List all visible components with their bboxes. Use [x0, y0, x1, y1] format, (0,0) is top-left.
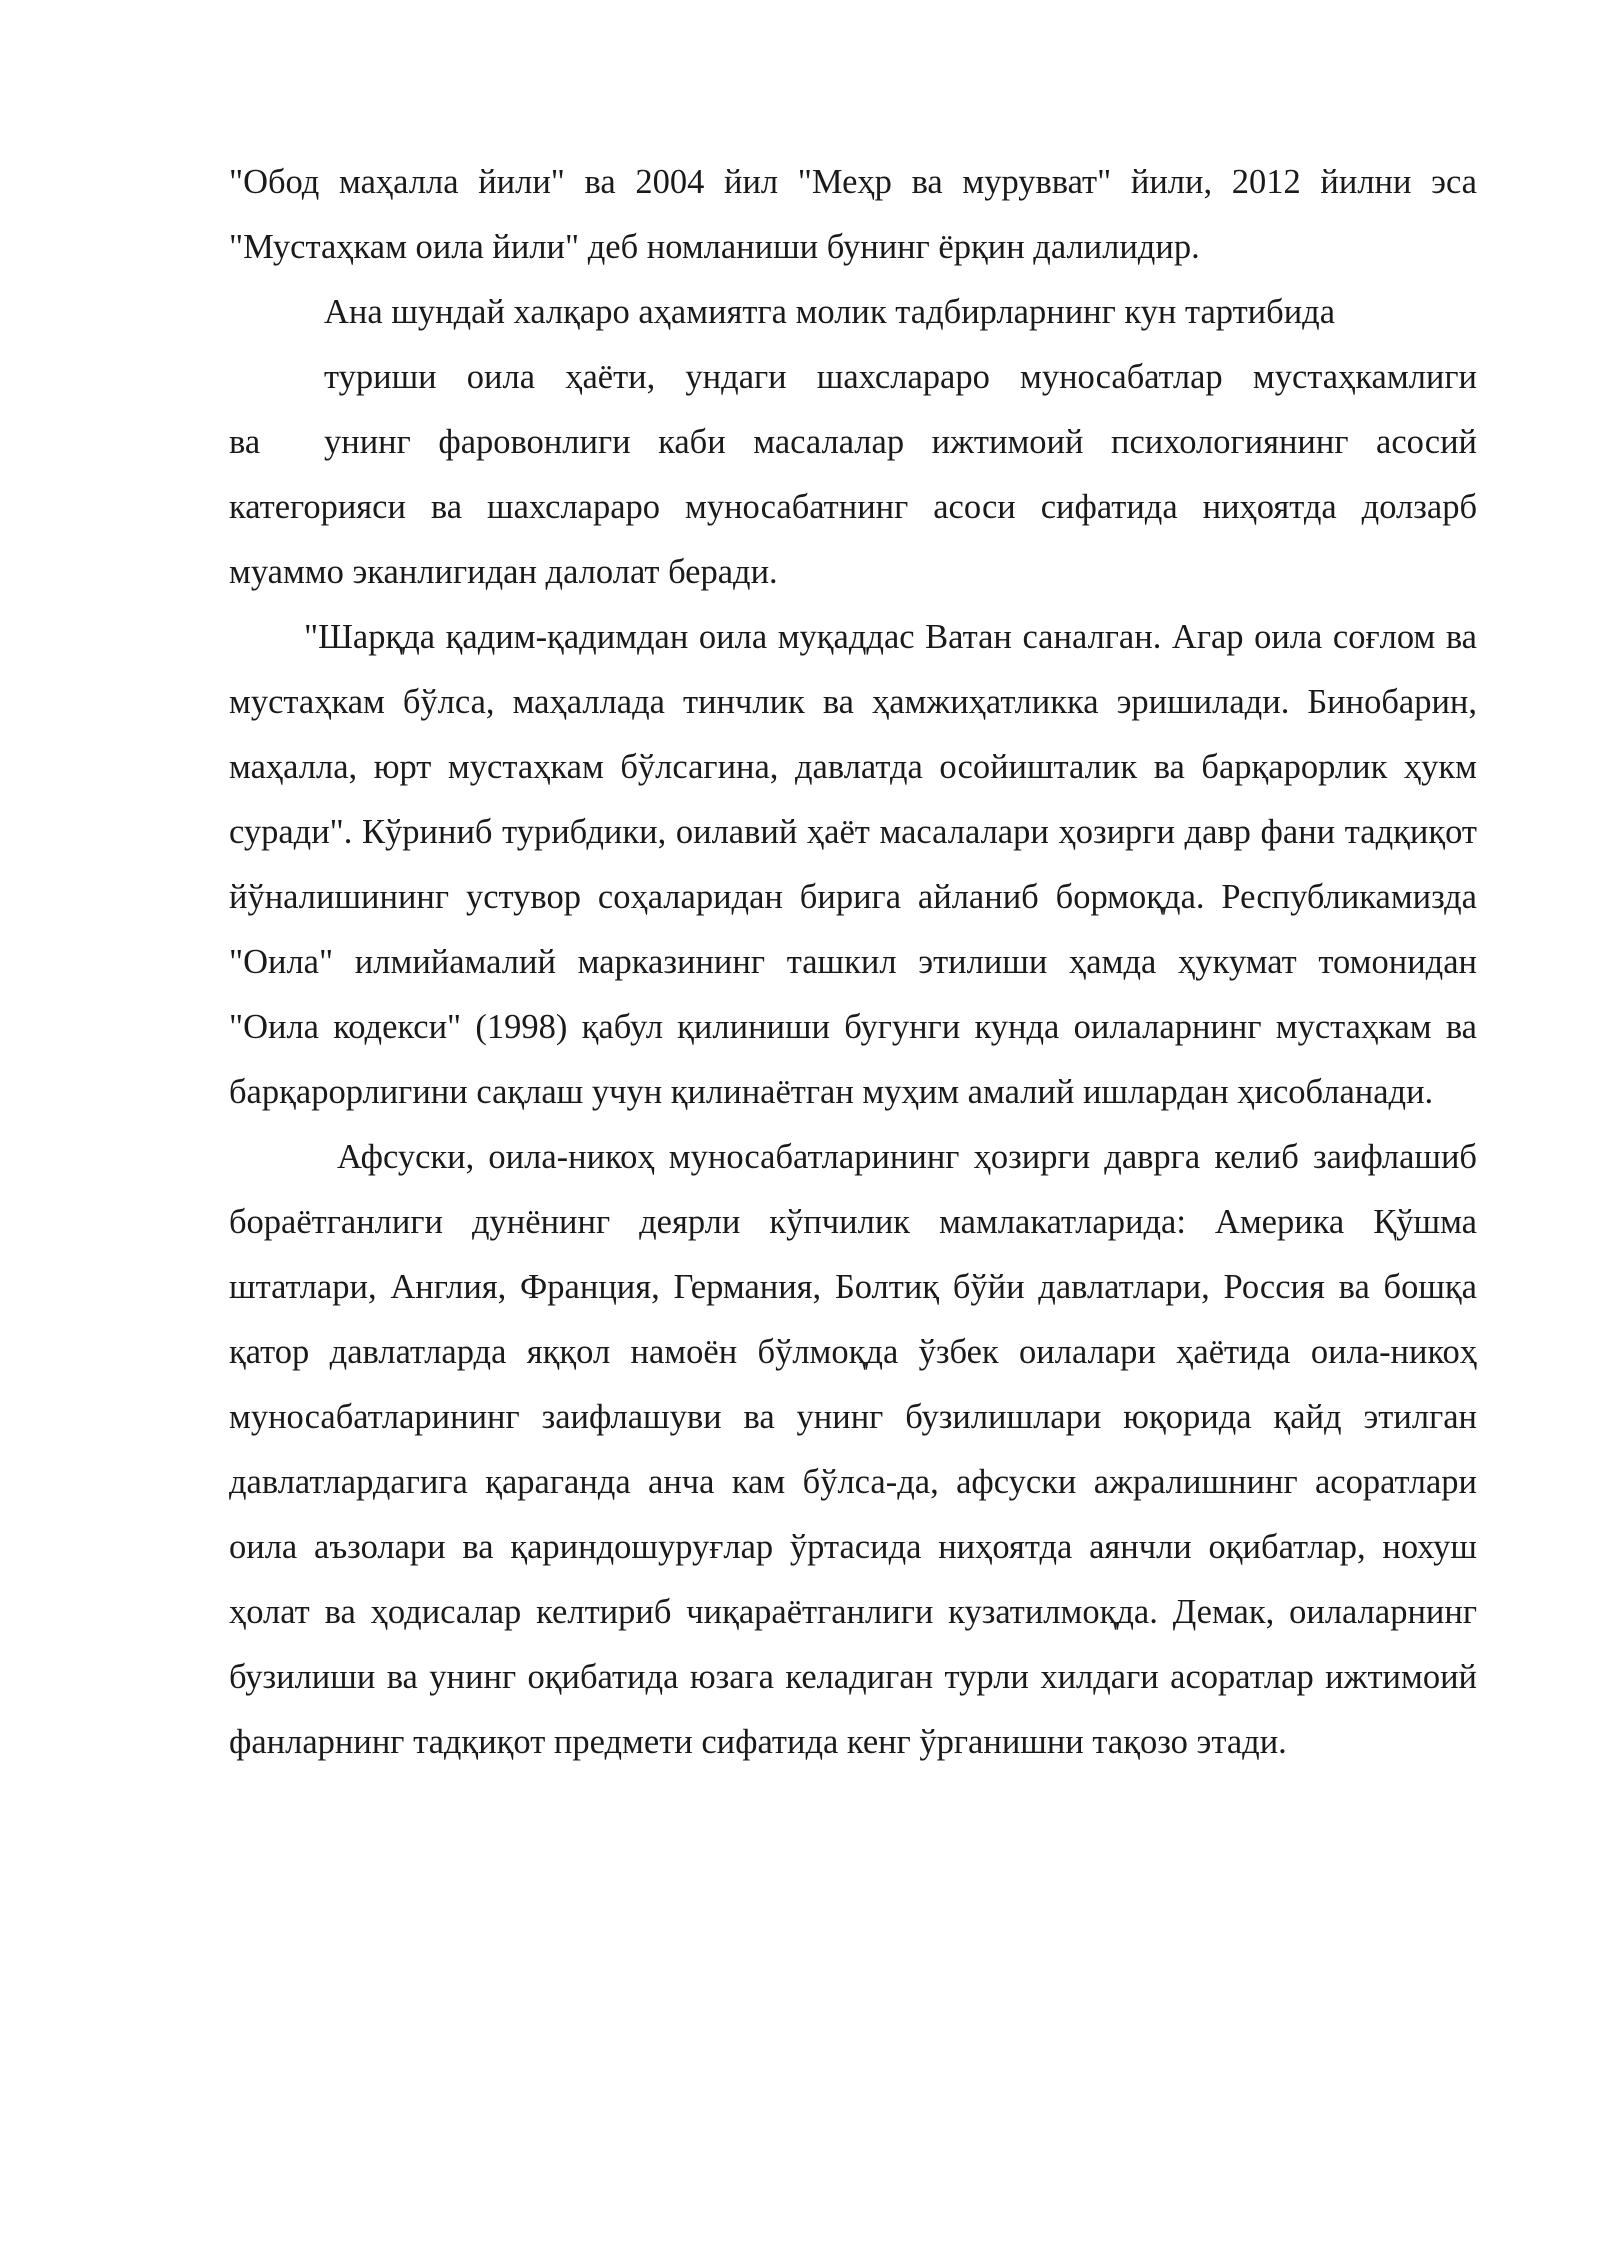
document-body	[229, 150, 1477, 1775]
paragraph-2-line-4: категорияси ва шахслараро муносабатнинг асоси сифатида ниҳоятда долзарб	[229, 488, 1477, 526]
paragraph-3: "Шарқда қадим-қадимдан оила муқаддас Ватан саналган. Агар оила соғлом ва мустаҳкам бўлса, маҳаллада тинчлик ва ҳамжиҳатликка эришилади. Бинобарин, маҳалла, юрт мустаҳкам бўлсагина, давлатда осойишталик ва барқарорлик ҳукм суради". Кўриниб турибдики, оилавий ҳаёт масалалари ҳозирги давр фани тадқиқот йўналишининг устувор соҳаларидан бирига айланиб бормоқда. Республикамизда "Оила" илмийамалий марказининг ташкил этилиши ҳамда ҳукумат томонидан "Оила кодекси" (1998) қабул қилиниши бугунги кунда оилаларнинг мустаҳкам ва барқарорлигини сақлаш учун қилинаётган муҳим амалий ишлардан ҳисобланади.	[229, 618, 1477, 1111]
paragraph-1	[229, 150, 1477, 280]
paragraph-4: Афсуски, оила-никоҳ муносабатларининг ҳозирги даврга келиб заифлашиб бораётганлиги дунёнинг деярли кўпчилик мамлакатларида: Америка Қўшма штатлари, Англия, Франция, Германия, Болтиқ бўйи давлатлари, Россия ва бошқа қатор давлатларда яққол намоён бўлмоқда ўзбек оилалари ҳаётида оила-никоҳ муносабатларининг заифлашуви ва унинг бузилишлари юқорида қайд этилган давлатлардагига қараганда анча кам бўлса-да, афсуски ажралишнинг асоратлари оила аъзолари ва қариндошуруғлар ўртасида ниҳоятда аянчли оқибатлар, нохуш ҳолат ва ҳодисалар келтириб чиқараётганлиги кузатилмоқда. Демак, оилаларнинг бузилиши ва унинг оқибатида юзага келадиган турли хилдаги асоратлар ижтимоий фанларнинг тадқиқот предмети сифатида кенг ўрганишни тақозо этади.	[229, 1138, 1477, 1761]
paragraph-2-line-3-rest: унинг фаровонлиги каби масалалар ижтимоий психологиянинг асосий	[324, 423, 1477, 461]
paragraph-2	[229, 280, 1477, 605]
paragraph-1-line-1: "Обод маҳалла йили" ва 2004 йил "Меҳр ва мурувват" йили, 2012 йилни эса	[229, 163, 1477, 201]
paragraph-2-line-3	[229, 410, 1477, 475]
paragraph-2-line-5: муаммо эканлигидан далолат беради.	[229, 553, 778, 591]
paragraph-2-line-1: Ана шундай халқаро аҳамиятга молик тадбирларнинг кун тартибида	[324, 293, 1336, 331]
paragraph-2-line-3-word: ва	[229, 423, 261, 461]
paragraph-1-line-2: "Мустаҳкам оила йили" деб номланиши бунинг ёрқин далилидир.	[229, 228, 1200, 266]
paragraph-2-line-2: туриши оила ҳаёти, ундаги шахслараро муносабатлар мустаҳкамлиги	[324, 358, 1477, 396]
